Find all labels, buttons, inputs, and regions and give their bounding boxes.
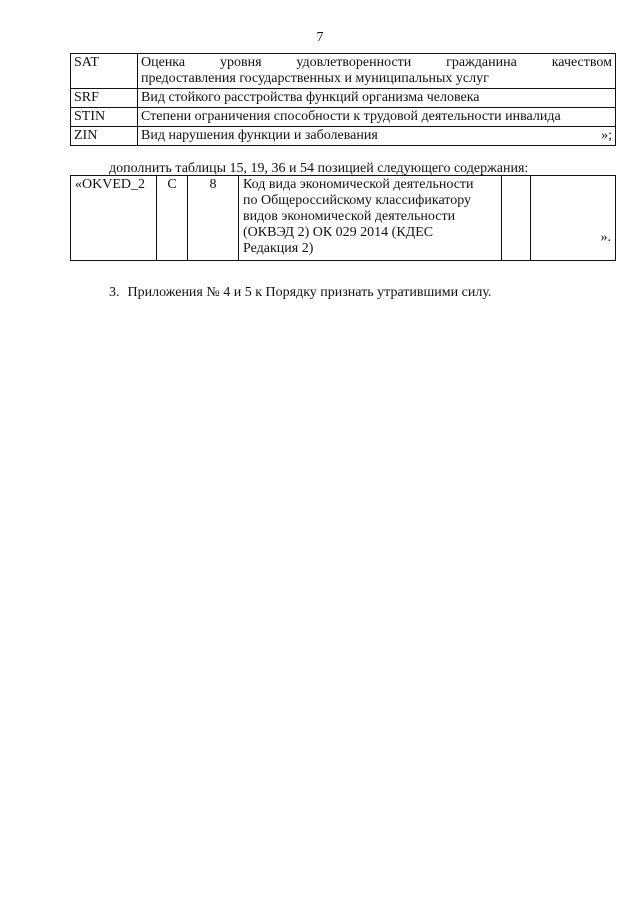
type-cell: С [157,176,188,261]
item-number: 3. [109,285,120,300]
okved-table [70,175,616,261]
table-row [71,108,616,127]
page-number: 7 [316,30,324,45]
code-cell: STIN [71,108,138,127]
description-line: предоставления государственных и муниципальных услуг [141,71,489,86]
description-text: Вид нарушения функции и заболевания [141,128,378,143]
table-row [71,176,616,261]
description-line: Редакция 2) [243,241,314,256]
intro-text: дополнить таблицы 15, 19, 36 и 54 позицией следующего содержания: [109,161,529,176]
code-cell: SRF [71,89,138,108]
description-cell: Степени ограничения способности к трудовой деятельности инвалида [138,108,616,127]
code-cell: SAT [71,54,138,89]
table-row [71,127,616,146]
description-line: Код вида экономической деятельности [243,177,474,192]
table-row [71,89,616,108]
description-cell [138,127,616,146]
description-cell [239,176,502,261]
table-row [71,54,616,89]
tail-cell: ». [531,176,616,261]
description-cell [138,54,616,89]
code-cell: ZIN [71,127,138,146]
description-line: видов экономической деятельности [243,209,456,224]
closing-quote: »; [601,128,612,143]
description-line: Оценка уровня удовлетворенности гражданина качеством [141,55,612,70]
empty-cell [502,176,531,261]
description-cell: Вид стойкого расстройства функций организма человека [138,89,616,108]
codes-table [70,53,616,146]
length-cell: 8 [188,176,239,261]
item-3 [109,285,491,301]
description-line: по Общероссийскому классификатору [243,193,472,208]
code-cell: «OKVED_2 [71,176,157,261]
description-line: (ОКВЭД 2) ОК 029 2014 (КДЕС [243,225,434,240]
item-text: Приложения № 4 и 5 к Порядку признать утратившими силу. [127,285,492,300]
